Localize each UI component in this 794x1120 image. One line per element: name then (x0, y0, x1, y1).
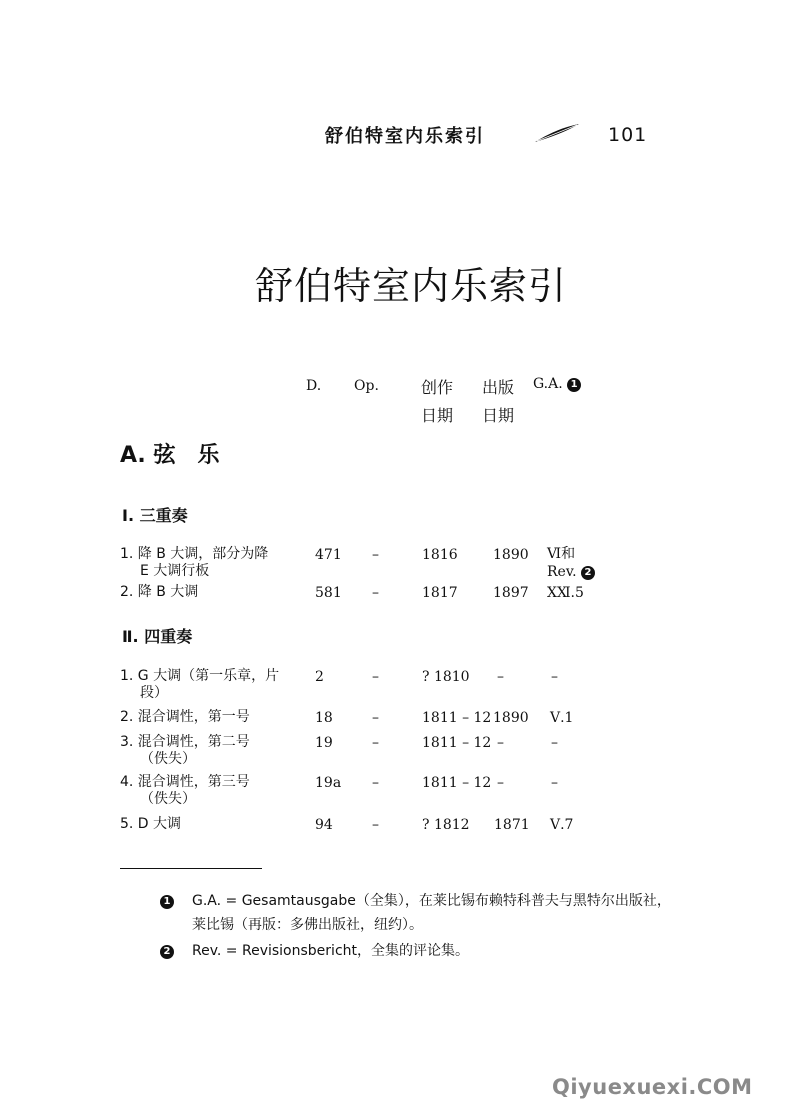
quartet-5-op: – (372, 817, 379, 833)
trio-1-d: 471 (315, 547, 342, 563)
feather-ornament-icon (533, 122, 581, 148)
section-heading-strings (120, 438, 220, 469)
section-word-2: 乐 (197, 443, 220, 468)
footnote-2-icon: 2 (160, 945, 174, 959)
quartet-4-title-line2: （佚失） (140, 791, 196, 807)
trio-1-ga-line2 (547, 563, 595, 581)
trio-1-ga (547, 545, 595, 581)
column-header-published-line1: 出版 (482, 378, 515, 397)
quartet-1-d: 2 (315, 669, 324, 685)
page-number: 101 (608, 124, 648, 146)
quartet-1-published: – (497, 669, 504, 685)
quartet-1-op: – (372, 669, 379, 685)
quartet-2-d: 18 (315, 710, 333, 726)
trio-1-composed: 1816 (422, 547, 458, 563)
quartet-5-ga: Ⅴ.7 (550, 817, 574, 833)
footnote-2-line1: Rev. = Revisionsbericht，全集的评论集。 (192, 943, 469, 959)
site-watermark: Qiyuexuexi.COM (552, 1075, 753, 1099)
footnote-2-marker (160, 939, 174, 963)
footnote-1-text (192, 889, 692, 937)
quartet-1-title-line1: 1. G 大调（第一乐章，片 (120, 668, 280, 684)
quartet-5-composed: ? 1812 (422, 817, 470, 833)
trio-1-ga-rev: Rev. (547, 564, 577, 580)
quartet-4-d: 19a (315, 775, 342, 791)
trio-1-title-line2: E 大调行板 (140, 563, 210, 579)
quartet-5-title (120, 816, 305, 833)
subsection-heading-quartets: Ⅱ. 四重奏 (122, 627, 193, 646)
column-header-d: D. (306, 378, 322, 394)
trio-1-title-line1: 1. 降 B 大调，部分为降 (120, 546, 269, 562)
quartet-2-title-line1: 2. 混合调性，第一号 (120, 709, 250, 725)
quartet-3-op: – (372, 735, 379, 751)
trio-1-title (120, 546, 305, 580)
quartet-3-title-line1: 3. 混合调性，第二号 (120, 734, 250, 750)
trio-1-published: 1890 (493, 547, 529, 563)
quartet-3-title-line2: （佚失） (140, 751, 196, 767)
quartet-1-composed: ? 1810 (422, 669, 470, 685)
footnote-2-text (192, 939, 692, 963)
page-title: 舒伯特室内乐索引 (255, 264, 568, 308)
running-title: 舒伯特室内乐索引 (325, 126, 485, 147)
column-header-composed-line2: 日期 (421, 406, 454, 425)
trio-2-title-line1: 2. 降 B 大调 (120, 584, 199, 600)
quartet-4-published: – (497, 775, 504, 791)
column-header-ga (533, 376, 581, 392)
quartet-4-title-line1: 4. 混合调性，第三号 (120, 774, 250, 790)
trio-2-composed: 1817 (422, 585, 458, 601)
column-header-op: Op. (354, 378, 379, 394)
footnote-divider (120, 868, 262, 869)
subsection-heading-trios: Ⅰ. 三重奏 (122, 506, 188, 525)
quartet-4-title (120, 774, 305, 808)
quartet-3-ga: – (551, 735, 558, 751)
quartet-5-d: 94 (315, 817, 333, 833)
quartet-1-ga: – (551, 669, 558, 685)
quartet-2-title (120, 709, 305, 726)
quartet-3-title (120, 734, 305, 768)
quartet-3-published: – (497, 735, 504, 751)
quartet-2-published: 1890 (493, 710, 529, 726)
trio-2-op: – (372, 585, 379, 601)
quartet-4-op: – (372, 775, 379, 791)
footnote-1-line2: 莱比锡（再版：多佛出版社，纽约）。 (192, 917, 423, 933)
quartet-4-composed: 1811 – 12 (422, 775, 492, 791)
quartet-2-op: – (372, 710, 379, 726)
footnote-1-line1: G.A. = Gesamtausgabe（全集），在莱比锡布赖特科普夫与黑特尔出版社， (192, 893, 671, 909)
quartet-2-composed: 1811 – 12 (422, 710, 492, 726)
trio-2-d: 581 (315, 585, 342, 601)
trio-2-title (120, 584, 305, 601)
quartet-4-ga: – (551, 775, 558, 791)
column-header-published-line2: 日期 (482, 406, 515, 425)
column-header-composed-line1: 创作 (421, 378, 454, 397)
footnote-ref-2-icon: 2 (581, 566, 595, 580)
trio-2-ga: ⅩⅪ.5 (547, 585, 584, 601)
trio-1-op: – (372, 547, 379, 563)
column-header-published (482, 375, 514, 426)
trio-2-published: 1897 (493, 585, 529, 601)
column-header-ga-label: G.A. (533, 376, 563, 392)
quartet-5-title-line1: 5. D 大调 (120, 816, 182, 832)
section-word-1: 弦 (153, 443, 176, 468)
footnote-1-marker (160, 889, 174, 913)
quartet-3-composed: 1811 – 12 (422, 735, 492, 751)
quartet-1-title (120, 668, 305, 702)
quartet-2-ga: Ⅴ.1 (550, 710, 574, 726)
quartet-3-d: 19 (315, 735, 333, 751)
quartet-5-published: 1871 (494, 817, 530, 833)
quartet-1-title-line2: 段） (140, 685, 168, 701)
trio-1-ga-line1: Ⅵ和 (547, 546, 576, 562)
column-header-composed (421, 375, 453, 426)
footnote-1-icon: 1 (160, 895, 174, 909)
footnote-ref-1-icon: 1 (567, 378, 581, 392)
section-letter: A. (120, 443, 146, 468)
